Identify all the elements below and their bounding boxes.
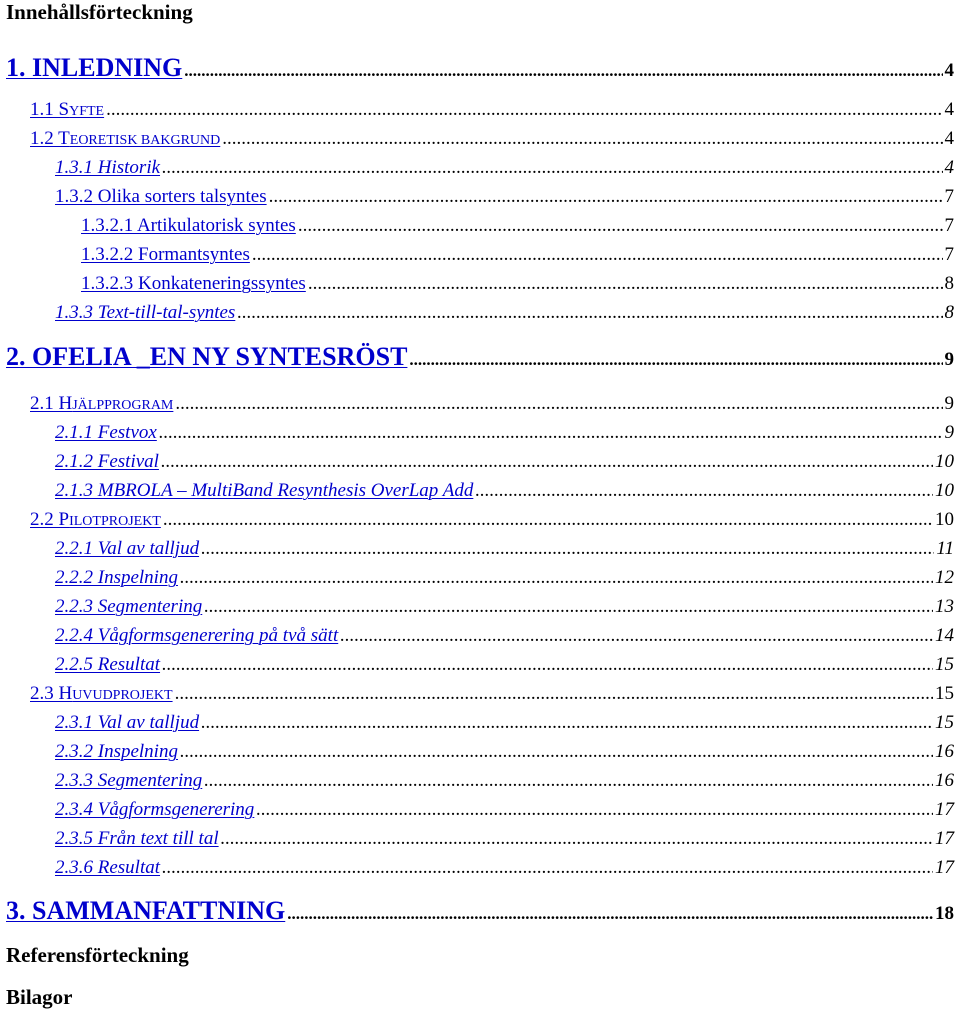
toc-entry-2-2-1[interactable] — [55, 538, 954, 560]
toc-entry-label[interactable]: 2.3.5 Från text till tal — [55, 828, 219, 849]
toc-entry-2-3-6[interactable] — [55, 857, 954, 879]
toc-entry-label[interactable]: 2. OFELIA _EN NY SYNTESRÖST — [6, 342, 408, 371]
toc-entry-1-3-2-1[interactable] — [81, 215, 954, 237]
toc-title: Innehållsförteckning — [6, 0, 193, 24]
toc-page-number: 8 — [944, 302, 954, 323]
toc-entry-2-3-4[interactable] — [55, 799, 954, 821]
toc-entry-label[interactable]: 3. SAMMANFATTNING — [6, 896, 286, 925]
toc-entry-2-3[interactable] — [30, 683, 954, 705]
toc-entry-2-3-2[interactable] — [55, 741, 954, 763]
toc-entry-1-3-3[interactable] — [55, 302, 954, 324]
appendices-heading: Bilagor — [6, 985, 73, 1009]
toc-entry-label[interactable]: 2.2.2 Inspelning — [55, 567, 178, 588]
toc-entry-label[interactable]: 2.3.6 Resultat — [55, 857, 161, 878]
references-heading: Referensförteckning — [6, 943, 189, 967]
toc-page-number: 10 — [935, 509, 954, 530]
toc-entry-label[interactable]: 1.3.2.3 Konkateneringssyntes — [81, 273, 306, 294]
toc-page-number: 16 — [935, 741, 954, 762]
toc-entry-label[interactable]: 2.1 HJÄLPPROGRAM — [30, 393, 174, 414]
toc-entry-1[interactable] — [6, 53, 954, 83]
toc-entry-label[interactable]: 2.2 PILOTPROJEKT — [30, 509, 161, 530]
toc-page-number: 10 — [935, 451, 954, 472]
toc-entry-3[interactable] — [6, 896, 954, 926]
toc-page-number: 15 — [935, 683, 954, 704]
toc-page-number: 7 — [944, 186, 954, 207]
toc-entry-2-1-3[interactable] — [55, 480, 954, 502]
toc-page-number: 8 — [944, 273, 954, 294]
toc-entry-label[interactable]: 1. INLEDNING — [6, 53, 183, 82]
toc-page-number: 15 — [935, 712, 954, 733]
toc-page-number: 9 — [944, 393, 954, 414]
toc-entry-2-2-4[interactable] — [55, 625, 954, 647]
toc-entry-label[interactable]: 2.1.1 Festvox — [55, 422, 157, 443]
toc-page-number: 4 — [944, 60, 954, 81]
toc-entry-label[interactable]: 1.3.3 Text-till-tal-syntes — [55, 302, 236, 323]
toc-page-number: 11 — [936, 538, 954, 559]
toc-entry-1-3-1[interactable] — [55, 157, 954, 179]
toc-entry-1-3-2[interactable] — [55, 186, 954, 208]
toc-entry-1-1[interactable] — [30, 99, 954, 121]
toc-entry-label[interactable]: 1.3.1 Historik — [55, 157, 161, 178]
toc-entry-2-2[interactable] — [30, 509, 954, 531]
toc-entry-label[interactable]: 2.2.5 Resultat — [55, 654, 161, 675]
toc-entry-label[interactable]: 2.3.1 Val av talljud — [55, 712, 200, 733]
toc-page-number: 17 — [935, 857, 954, 878]
toc-page-number: 10 — [935, 480, 954, 501]
toc-entry-2[interactable] — [6, 342, 954, 372]
toc-entry-2-1-2[interactable] — [55, 451, 954, 473]
toc-page-number: 9 — [944, 422, 954, 443]
toc-entry-2-2-3[interactable] — [55, 596, 954, 618]
toc-page-number: 15 — [935, 654, 954, 675]
toc-entry-2-3-3[interactable] — [55, 770, 954, 792]
toc-entry-label[interactable]: 1.3.2.1 Artikulatorisk syntes — [81, 215, 296, 236]
toc-entry-label[interactable]: 2.2.4 Vågformsgenerering på två sätt — [55, 625, 339, 646]
toc-page-number: 18 — [935, 903, 954, 924]
toc-page-number: 7 — [944, 244, 954, 265]
toc-page-number: 16 — [935, 770, 954, 791]
toc-page-number: 17 — [935, 799, 954, 820]
toc-entry-label[interactable]: 1.3.2 Olika sorters talsyntes — [55, 186, 267, 207]
toc-entry-2-1[interactable] — [30, 393, 954, 415]
toc-entry-1-3-2-2[interactable] — [81, 244, 954, 266]
toc-entry-1-3-2-3[interactable] — [81, 273, 954, 295]
toc-entry-label[interactable]: 2.2.1 Val av talljud — [55, 538, 200, 559]
toc-page-number: 13 — [935, 596, 954, 617]
toc-entry-2-3-5[interactable] — [55, 828, 954, 850]
toc-page-number: 4 — [944, 128, 954, 149]
toc-entry-2-1-1[interactable] — [55, 422, 954, 444]
toc-page-number: 4 — [944, 99, 954, 120]
toc-page-number: 9 — [944, 349, 954, 370]
toc-page-number: 14 — [935, 625, 954, 646]
toc-entry-label[interactable]: 1.2 TEORETISK BAKGRUND — [30, 128, 221, 149]
toc-entry-label[interactable]: 2.1.3 MBROLA – MultiBand Resynthesis OverLap Add — [55, 480, 474, 501]
toc-entry-label[interactable]: 2.3.3 Segmentering — [55, 770, 203, 791]
toc-entry-label[interactable]: 2.3.2 Inspelning — [55, 741, 178, 762]
toc-entry-label[interactable]: 2.1.2 Festival — [55, 451, 159, 472]
toc-entry-2-2-2[interactable] — [55, 567, 954, 589]
toc-entry-1-2[interactable] — [30, 128, 954, 150]
toc-page-number: 4 — [944, 157, 954, 178]
toc-entry-label[interactable]: 1.3.2.2 Formantsyntes — [81, 244, 250, 265]
toc-entry-label[interactable]: 1.1 SYFTE — [30, 99, 105, 120]
toc-page-number: 7 — [944, 215, 954, 236]
toc-page-number: 12 — [935, 567, 954, 588]
toc-entry-label[interactable]: 2.3.4 Vågformsgenerering — [55, 799, 255, 820]
toc-entry-label[interactable]: 2.3 HUVUDPROJEKT — [30, 683, 173, 704]
toc-entry-2-2-5[interactable] — [55, 654, 954, 676]
toc-entry-2-3-1[interactable] — [55, 712, 954, 734]
toc-entry-label[interactable]: 2.2.3 Segmentering — [55, 596, 203, 617]
toc-page-number: 17 — [935, 828, 954, 849]
